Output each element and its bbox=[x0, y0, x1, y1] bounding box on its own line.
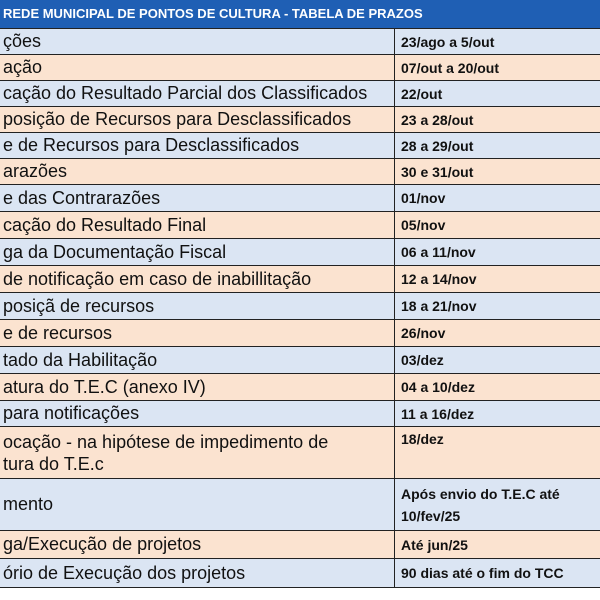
stage-cell: para notificações bbox=[0, 401, 395, 427]
stage-cell: cação do Resultado Parcial dos Classificados bbox=[0, 81, 395, 107]
stage-cell: de notificação em caso de inabillitação bbox=[0, 266, 395, 293]
stage-cell: posição de Recursos para Desclassificados bbox=[0, 107, 395, 133]
stage-cell: posiçã de recursos bbox=[0, 293, 395, 320]
table-row bbox=[0, 81, 600, 107]
deadline-cell: 03/dez bbox=[395, 347, 600, 374]
deadline-cell: 23 a 28/out bbox=[395, 107, 600, 133]
stage-cell: cação do Resultado Final bbox=[0, 212, 395, 239]
table-row bbox=[0, 239, 600, 266]
deadline-cell: 26/nov bbox=[395, 320, 600, 347]
table-row bbox=[0, 133, 600, 159]
deadline-cell: 23/ago a 5/out bbox=[395, 29, 600, 55]
table-row bbox=[0, 347, 600, 374]
deadline-cell: 06 a 11/nov bbox=[395, 239, 600, 266]
stage-cell: arazões bbox=[0, 159, 395, 185]
deadline-cell: 12 a 14/nov bbox=[395, 266, 600, 293]
stage-cell: e das Contrarazões bbox=[0, 185, 395, 212]
deadline-cell: 01/nov bbox=[395, 185, 600, 212]
stage-cell: ga/Execução de projetos bbox=[0, 531, 395, 559]
table-row bbox=[0, 29, 600, 55]
table-row bbox=[0, 320, 600, 347]
deadline-cell: 90 dias até o fim do TCC bbox=[395, 559, 600, 588]
table-row bbox=[0, 185, 600, 212]
deadline-cell: 11 a 16/dez bbox=[395, 401, 600, 427]
table-row bbox=[0, 427, 600, 479]
stage-cell: ções bbox=[0, 29, 395, 55]
deadline-cell: 18 a 21/nov bbox=[395, 293, 600, 320]
stage-cell: ga da Documentação Fiscal bbox=[0, 239, 395, 266]
deadline-cell: 04 a 10/dez bbox=[395, 374, 600, 401]
table-row bbox=[0, 401, 600, 427]
table-row bbox=[0, 107, 600, 133]
deadline-cell: Após envio do T.E.C até 10/fev/25 bbox=[395, 479, 600, 531]
stage-cell: tado da Habilitação bbox=[0, 347, 395, 374]
stage-cell: ório de Execução dos projetos bbox=[0, 559, 395, 588]
table-body bbox=[0, 29, 600, 588]
stage-cell: ação bbox=[0, 55, 395, 81]
deadline-cell: 05/nov bbox=[395, 212, 600, 239]
stage-cell: atura do T.E.C (anexo IV) bbox=[0, 374, 395, 401]
deadline-cell: Até jun/25 bbox=[395, 531, 600, 559]
stage-cell: ocação - na hipótese de impedimento de tura do T.E.c bbox=[0, 427, 395, 479]
stage-cell: e de Recursos para Desclassificados bbox=[0, 133, 395, 159]
table-row bbox=[0, 55, 600, 81]
table-row bbox=[0, 559, 600, 588]
table-row bbox=[0, 293, 600, 320]
table-row bbox=[0, 212, 600, 239]
deadline-cell: 30 e 31/out bbox=[395, 159, 600, 185]
table-row bbox=[0, 531, 600, 559]
deadline-cell: 18/dez bbox=[395, 427, 600, 479]
deadline-cell: 22/out bbox=[395, 81, 600, 107]
table-row bbox=[0, 159, 600, 185]
stage-cell: mento bbox=[0, 479, 395, 531]
stage-cell: e de recursos bbox=[0, 320, 395, 347]
table-row bbox=[0, 479, 600, 531]
deadline-table bbox=[0, 28, 600, 588]
deadline-cell: 28 a 29/out bbox=[395, 133, 600, 159]
table-title: REDE MUNICIPAL DE PONTOS DE CULTURA - TABELA DE PRAZOS bbox=[0, 0, 600, 28]
deadline-cell: 07/out a 20/out bbox=[395, 55, 600, 81]
table-row bbox=[0, 374, 600, 401]
table-row bbox=[0, 266, 600, 293]
